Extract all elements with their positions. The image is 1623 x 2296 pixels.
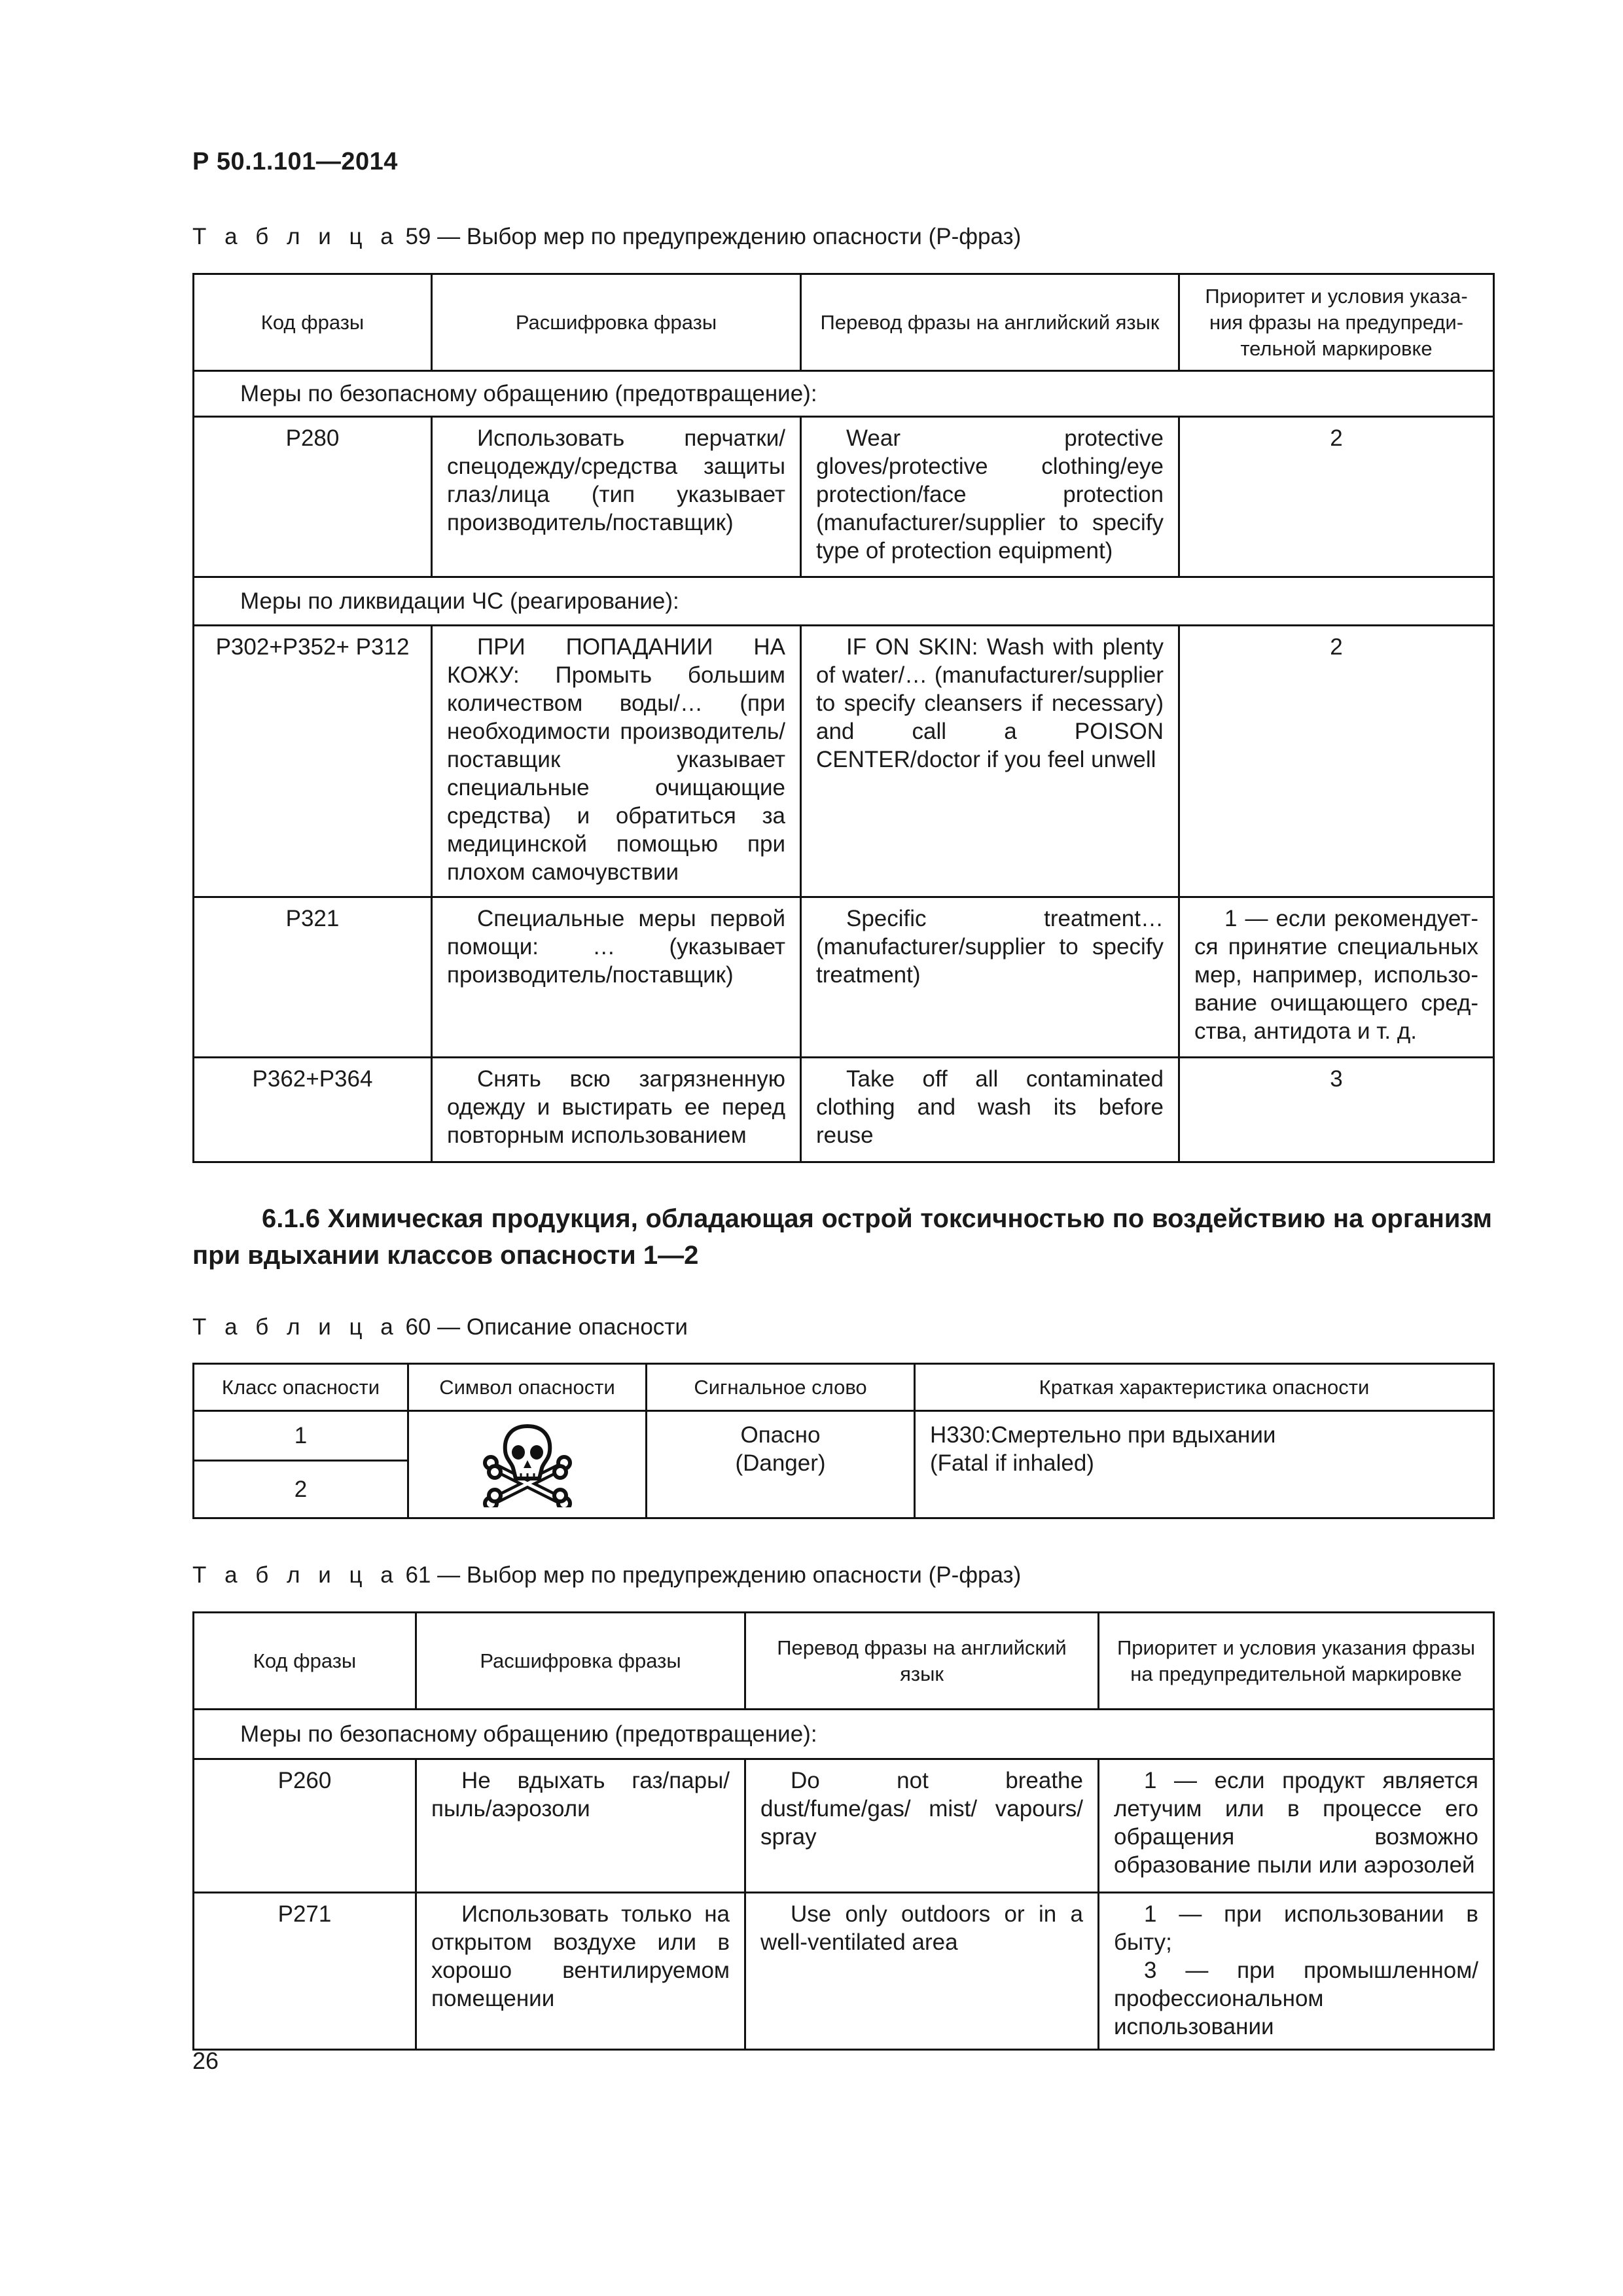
table-row [194, 1759, 1494, 1893]
table-caption-label: Т а б л и ц а [192, 1562, 399, 1588]
page-number: 26 [192, 2047, 219, 2074]
phrase-priority: 2 [1179, 417, 1494, 577]
table-row [194, 417, 1494, 577]
table-59-caption [192, 224, 1021, 250]
table-61-caption [192, 1562, 1021, 1588]
phrase-en: Take off all contaminated clothing and wash its before reuse [801, 1058, 1179, 1162]
table-60-caption [192, 1314, 688, 1340]
section-title: Меры по безопасному обращению (предотвращение): [194, 1710, 1494, 1759]
phrase-code: Р271 [194, 1893, 416, 2050]
phrase-priority: 1 — если продукт является летучим или в процессе его обращения возможно образование пыли или аэрозолей [1099, 1759, 1494, 1893]
phrase-en: Do not breathe dust/fume/gas/ mist/ vapours/ spray [745, 1759, 1099, 1893]
phrase-en: IF ON SKIN: Wash with plenty of water/… (manufacturer/supplier to specify cleansers if necessary) and call a POISON CENTER/doctor if you feel unwell [801, 626, 1179, 897]
table-row [194, 1893, 1494, 2050]
phrase-en: Specific treatment… (manufacturer/supplier to specify treatment) [801, 897, 1179, 1058]
section-row [194, 371, 1494, 417]
phrase-code: Р302+Р352+ Р312 [194, 626, 432, 897]
section-row [194, 1710, 1494, 1759]
phrase-ru: Использовать перчатки/спецодежду/средства защиты глаз/лица (тип указывает производитель/поставщик) [432, 417, 801, 577]
hazard-summary-cell [915, 1411, 1494, 1518]
section-heading: 6.1.6 Химическая продукция, обладающая острой токсичностью по воздействию на организм при вдыхании классов опасности 1—2 [192, 1204, 1492, 1270]
priority-line: 1 — при использовании в быту; [1114, 1901, 1478, 1955]
table-caption-text: 59 — Выбор мер по предупреждению опасности (Р-фраз) [405, 224, 1022, 249]
phrase-ru: Специальные меры первой помощи: … (указывает производитель/поставщик) [432, 897, 801, 1058]
skull-crossbones-icon [482, 1422, 573, 1507]
header-translation: Перевод фразы на английский язык [745, 1613, 1099, 1710]
header-hazard-class: Класс опасности [194, 1364, 408, 1411]
table-row [194, 1411, 1494, 1461]
signal-word-cell [647, 1411, 915, 1518]
phrase-ru: Не вдыхать газ/пары/пыль/аэрозоли [416, 1759, 745, 1893]
phrase-code: Р260 [194, 1759, 416, 1893]
signal-word-en: (Danger) [735, 1450, 826, 1476]
header-decoding: Расшифровка фразы [416, 1613, 745, 1710]
phrase-en: Use only outdoors or in a well-ventilated area [745, 1893, 1099, 2050]
table-caption-label: Т а б л и ц а [192, 1314, 399, 1340]
header-code: Код фразы [194, 1613, 416, 1710]
header-decoding: Расшифровка фразы [432, 274, 801, 371]
table-59 [192, 273, 1495, 1163]
header-signal-word: Сигнальное слово [647, 1364, 915, 1411]
hazard-summary-en: (Fatal if inhaled) [930, 1450, 1094, 1476]
table-header-row [194, 274, 1494, 371]
phrase-priority: 3 [1179, 1058, 1494, 1162]
section-title: Меры по безопасному обращению (предотвращение): [194, 371, 1494, 417]
hazard-symbol-cell [408, 1411, 647, 1518]
header-code: Код фразы [194, 274, 432, 371]
phrase-code: Р362+Р364 [194, 1058, 432, 1162]
table-61 [192, 1611, 1495, 2051]
phrase-priority: 1 — если рекомендует-ся принятие специальных мер, например, использо-вание очищающего сред-ства, антидота и т. д. [1179, 897, 1494, 1058]
section-title: Меры по ликвидации ЧС (реагирование): [194, 577, 1494, 626]
signal-word-ru: Опасно [740, 1422, 821, 1448]
phrase-code: Р321 [194, 897, 432, 1058]
phrase-priority: 2 [1179, 626, 1494, 897]
table-header-row [194, 1613, 1494, 1710]
table-caption-text: 60 — Описание опасности [405, 1314, 688, 1340]
hazard-class-1: 1 [194, 1411, 408, 1461]
table-caption-text: 61 — Выбор мер по предупреждению опасности (Р-фраз) [405, 1562, 1022, 1588]
phrase-code: Р280 [194, 417, 432, 577]
table-60 [192, 1363, 1495, 1519]
header-hazard-summary: Краткая характеристика опасности [915, 1364, 1494, 1411]
phrase-ru: Использовать только на открытом воздухе или в хорошо вентилируемом помещении [416, 1893, 745, 2050]
phrase-en: Wear protective gloves/protective clothing/eye protection/face protection (manufacturer/supplier to specify type of protection equipment) [801, 417, 1179, 577]
table-caption-label: Т а б л и ц а [192, 224, 399, 249]
section-row [194, 577, 1494, 626]
table-row [194, 897, 1494, 1058]
hazard-class-2: 2 [194, 1461, 408, 1518]
table-row [194, 626, 1494, 897]
table-row [194, 1058, 1494, 1162]
phrase-priority [1099, 1893, 1494, 2050]
header-priority: Приоритет и условия указания фразы на предупредительной маркировке [1099, 1613, 1494, 1710]
document-code: Р 50.1.101—2014 [192, 148, 398, 175]
phrase-ru: Снять всю загрязненную одежду и выстирать ее перед повторным использованием [432, 1058, 801, 1162]
header-translation: Перевод фразы на английский язык [801, 274, 1179, 371]
table-header-row [194, 1364, 1494, 1411]
priority-line: 3 — при промышленном/профессиональном использовании [1114, 1958, 1478, 2039]
phrase-ru: ПРИ ПОПАДАНИИ НА КОЖУ: Промыть большим количеством воды/… (при необходимости производитель/поставщик указывает специальные очищающие средства) и обратиться за медицинской помощью при плохом самочувствии [432, 626, 801, 897]
header-hazard-symbol: Символ опасности [408, 1364, 647, 1411]
header-priority: Приоритет и условия указа-ния фразы на предупреди-тельной маркировке [1179, 274, 1494, 371]
hazard-summary-ru: Н330:Смертельно при вдыхании [930, 1422, 1276, 1448]
